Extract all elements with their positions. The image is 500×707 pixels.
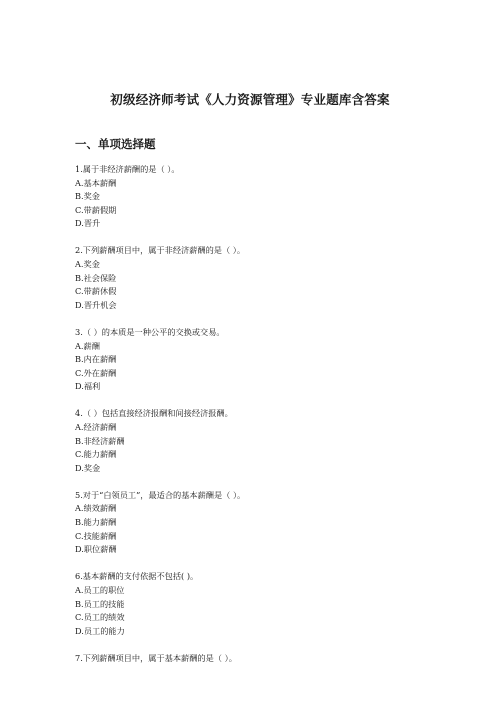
answer-option: A.基本薪酬 bbox=[75, 177, 117, 188]
answer-option: B.员工的技能 bbox=[75, 598, 125, 609]
answer-option: B.非经济薪酬 bbox=[75, 435, 125, 446]
document-title: 初级经济师考试《人力资源管理》专业题库含答案 bbox=[110, 92, 390, 107]
answer-option: D.员工的能力 bbox=[75, 625, 125, 636]
answer-option: A.员工的职位 bbox=[75, 584, 125, 595]
question-item bbox=[75, 489, 435, 557]
question-stem: 5.对于“白领员工”，最适合的基本薪酬是（ ）。 bbox=[75, 489, 246, 500]
question-stem: 6.基本薪酬的支付依据不包括( )。 bbox=[75, 571, 199, 582]
question-item bbox=[75, 163, 435, 231]
answer-option: C.外在薪酬 bbox=[75, 367, 117, 378]
question-stem: 3.（ ）的本质是一种公平的交换或交易。 bbox=[75, 326, 225, 337]
answer-option: A.薪酬 bbox=[75, 340, 100, 351]
answer-option: C.员工的绩效 bbox=[75, 612, 125, 623]
question-item bbox=[75, 570, 435, 638]
answer-option: A.绩效薪酬 bbox=[75, 503, 117, 514]
question-item bbox=[75, 326, 435, 394]
question-item bbox=[75, 407, 435, 475]
question-item bbox=[75, 652, 435, 666]
answer-option: C.带薪假期 bbox=[75, 204, 117, 215]
question-stem: 4.（ ）包括直接经济报酬和间接经济报酬。 bbox=[75, 408, 233, 419]
answer-option: D.奖金 bbox=[75, 462, 101, 473]
answer-option: B.奖金 bbox=[75, 191, 100, 202]
answer-option: A.经济薪酬 bbox=[75, 422, 117, 432]
section-title: 一、单项选择题 bbox=[75, 137, 156, 151]
answer-option: B.社会保险 bbox=[75, 272, 117, 283]
answer-option: C.技能薪酬 bbox=[75, 530, 117, 541]
answer-option: C.带薪休假 bbox=[75, 286, 117, 297]
question-stem: 7.下列薪酬项目中，属于基本薪酬的是（ ）。 bbox=[75, 652, 237, 663]
answer-option: C.能力薪酬 bbox=[75, 449, 117, 460]
answer-option: D.晋升机会 bbox=[75, 299, 117, 310]
answer-option: D.职位薪酬 bbox=[75, 544, 117, 555]
question-stem: 2.下列薪酬项目中，属于非经济薪酬的是（ ）。 bbox=[75, 245, 246, 256]
answer-option: A.奖金 bbox=[75, 259, 100, 270]
answer-option: D.福利 bbox=[75, 381, 101, 392]
answer-option: D.晋升 bbox=[75, 218, 101, 229]
answer-option: B.内在薪酬 bbox=[75, 354, 117, 365]
question-item bbox=[75, 244, 435, 312]
answer-option: B.能力薪酬 bbox=[75, 517, 117, 528]
question-stem: 1.属于非经济薪酬的是（ ）。 bbox=[75, 164, 180, 174]
question-list bbox=[75, 163, 435, 679]
